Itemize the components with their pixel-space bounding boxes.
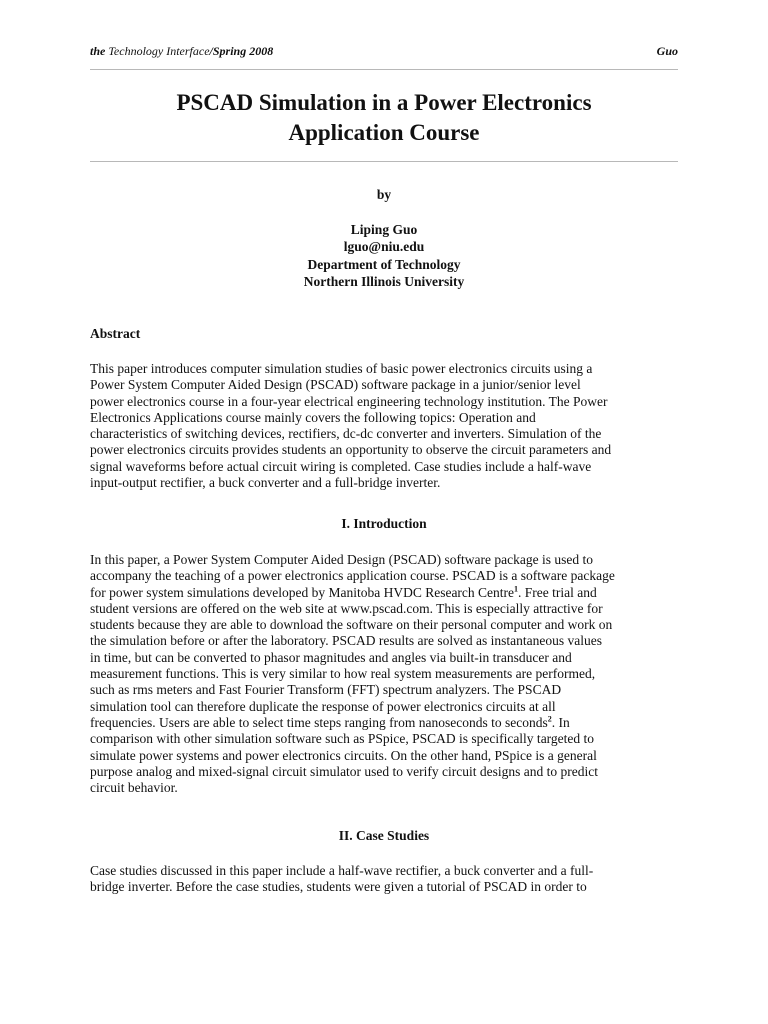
journal-citation bbox=[90, 44, 273, 59]
intro-line: In this paper, a Power System Computer Aided Design (PSCAD) software package is used to bbox=[90, 552, 594, 567]
intro-line: comparison with other simulation software such as PSpice, PSCAD is specifically targeted to bbox=[90, 731, 595, 747]
intro-line: accompany the teaching of a power electronics application course. PSCAD is a software package bbox=[90, 568, 615, 584]
case-line: bridge inverter. Before the case studies, students were given a tutorial of PSCAD in order to bbox=[90, 879, 587, 895]
intro-line bbox=[90, 715, 678, 731]
section-heading-introduction: I. Introduction bbox=[341, 516, 427, 531]
by-label: by bbox=[376, 187, 392, 202]
intro-line: measurement functions. This is very similar to how real system measurements are performed, bbox=[90, 666, 596, 682]
intro-line: in time, but can be converted to phasor magnitudes and angles via built-in transducer and bbox=[90, 649, 572, 665]
abstract-line: characteristics of switching devices, rectifiers, dc-dc converter and inverters. Simulation of the bbox=[90, 426, 602, 442]
reference-2: 2 bbox=[547, 714, 552, 724]
journal-issue: /Spring 2008 bbox=[209, 44, 274, 58]
introduction-paragraph bbox=[90, 552, 678, 796]
title-rule bbox=[90, 161, 678, 162]
intro-line-text: frequencies. Users are able to select time steps ranging from nanoseconds to seconds bbox=[90, 714, 548, 730]
abstract-paragraph bbox=[90, 361, 678, 491]
abstract-heading: Abstract bbox=[90, 326, 141, 341]
intro-line-text: . Free trial and bbox=[518, 584, 597, 600]
abstract-line: Electronics Applications course mainly covers the following topics: Operation and bbox=[90, 409, 536, 425]
author-name: Liping Guo bbox=[350, 221, 418, 237]
intro-line: simulation tool can therefore duplicate the response of power electronics circuits at all bbox=[90, 698, 556, 714]
intro-line: students because they are able to download the software on their personal computer and work on bbox=[90, 617, 613, 633]
case-studies-paragraph bbox=[90, 863, 678, 896]
author-email: lguo@niu.edu bbox=[343, 239, 425, 254]
paper-title bbox=[90, 88, 678, 148]
running-header bbox=[90, 44, 678, 59]
section-heading-case-studies: II. Case Studies bbox=[338, 828, 430, 843]
intro-line-text: . In bbox=[551, 714, 570, 730]
intro-line: simulate power systems and power electronics circuits. On the other hand, PSpice is a general bbox=[90, 747, 597, 763]
intro-line: the simulation before or after the laboratory. PSCAD results are solved as instantaneous values bbox=[90, 633, 602, 649]
intro-line: such as rms meters and Fast Fourier Transform (FFT) spectrum analyzers. The PSCAD bbox=[90, 682, 562, 698]
journal-name: Technology Interface bbox=[108, 44, 210, 58]
intro-line bbox=[90, 585, 678, 601]
author-block bbox=[90, 186, 678, 291]
abstract-line: power electronics course in a four-year electrical engineering technology institution. The Power bbox=[90, 393, 608, 409]
abstract-line: input-output rectifier, a buck converter and a full-bridge inverter. bbox=[90, 475, 441, 491]
title-line-1: PSCAD Simulation in a Power Electronics bbox=[176, 90, 592, 115]
reference-1: 1 bbox=[514, 584, 519, 594]
abstract-line: power electronics circuits provides students an opportunity to observe the circuit parameters and bbox=[90, 442, 612, 458]
title-line-2: Application Course bbox=[288, 120, 480, 145]
abstract-line: signal waveforms before actual circuit wiring is completed. Case studies include a half-wave bbox=[90, 458, 592, 474]
header-author: Guo bbox=[656, 44, 678, 58]
intro-line: student versions are offered on the web site at www.pscad.com. This is especially attractive for bbox=[90, 600, 603, 616]
intro-line: purpose analog and mixed-signal circuit simulator used to verify circuit designs and to predict bbox=[90, 763, 598, 779]
intro-line: circuit behavior. bbox=[90, 780, 178, 796]
journal-prefix: the bbox=[90, 44, 106, 58]
author-university: Northern Illinois University bbox=[303, 274, 465, 289]
case-line: Case studies discussed in this paper include a half-wave rectifier, a buck converter and a full- bbox=[90, 863, 594, 878]
abstract-line: Power System Computer Aided Design (PSCAD) software package in a junior/senior level bbox=[90, 377, 581, 393]
header-rule bbox=[90, 69, 678, 70]
author-department: Department of Technology bbox=[307, 256, 461, 272]
abstract-line: This paper introduces computer simulation studies of basic power electronics circuits using a bbox=[90, 361, 593, 376]
intro-line-text: for power system simulations developed by Manitoba HVDC Research Centre bbox=[90, 584, 515, 600]
